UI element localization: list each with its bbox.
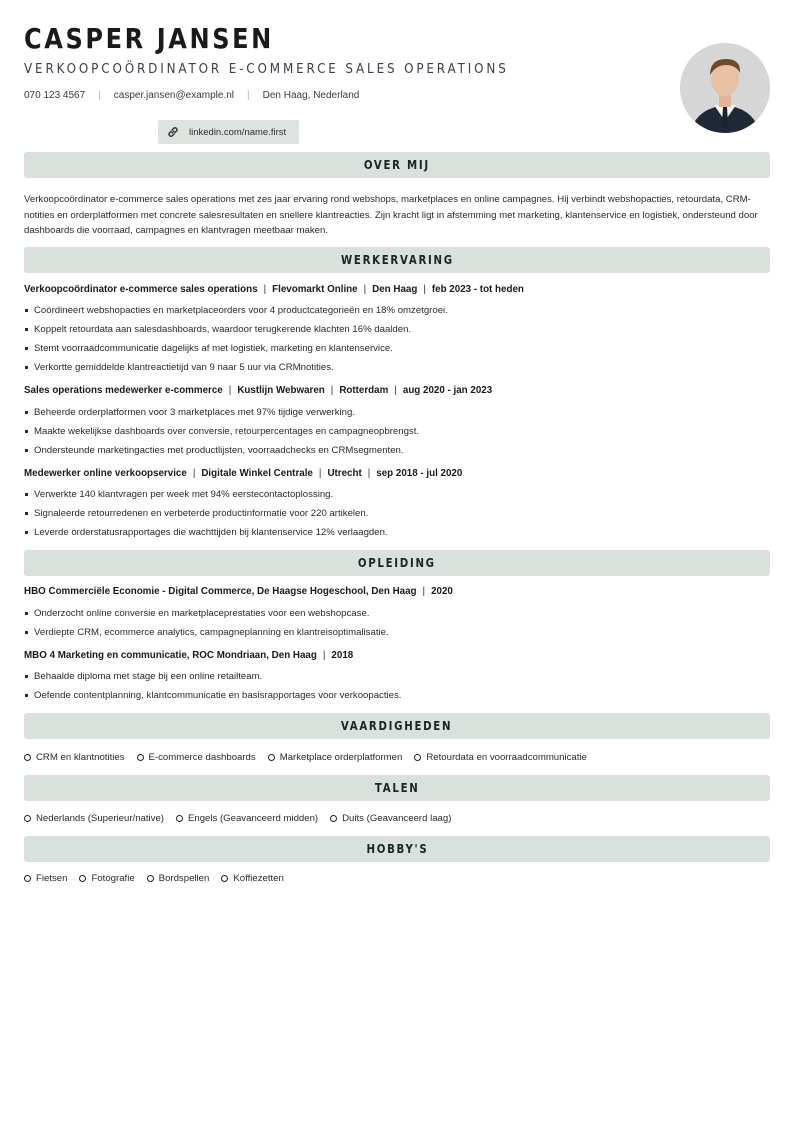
bullet-text: Leverde orderstatusrapportages die wachttijden bij klantenservice 12% verlaagden. — [34, 527, 388, 538]
bullet-item — [24, 508, 368, 519]
hobby-chip — [79, 873, 134, 884]
section-hobbies — [24, 836, 770, 862]
bullet-item — [24, 343, 393, 354]
separator: | — [247, 89, 250, 101]
hobby-label: Fietsen — [36, 873, 68, 884]
candidate-name: CASPER JANSEN — [24, 22, 274, 55]
separator: | — [422, 586, 426, 597]
bullet-item — [24, 426, 419, 437]
skill-chip — [137, 752, 256, 763]
section-education — [24, 550, 770, 576]
hobby-chip — [24, 873, 67, 884]
separator: | — [98, 89, 101, 101]
hobby-label: Fotografie — [91, 873, 135, 884]
degree: MBO 4 Marketing en communicatie, ROC Mondriaan, Den Haag — [24, 650, 317, 661]
hobbies-list — [24, 873, 296, 884]
skill-label: Marketplace orderplatformen — [279, 752, 403, 763]
job-role: Verkoopcoördinator e-commerce sales operations — [24, 284, 258, 295]
language-chip — [176, 813, 318, 824]
separator: | — [322, 650, 326, 661]
bullet-item — [24, 445, 404, 456]
bullet-text: Verkortte gemiddelde klantreactietijd van 9 naar 5 uur via CRMnotities. — [34, 362, 334, 373]
skill-chip — [414, 752, 587, 763]
bullet-text: Signaleerde retourredenen en verbeterde productinformatie voor 220 artikelen. — [34, 508, 369, 519]
bullet-item — [24, 489, 333, 500]
skill-label: E-commerce dashboards — [148, 752, 256, 763]
email[interactable]: casper.jansen@example.nl — [113, 89, 235, 101]
degree: HBO Commerciële Economie - Digital Commerce, De Haagse Hogeschool, Den Haag — [24, 586, 417, 597]
bullet-item — [24, 527, 388, 538]
separator: | — [367, 468, 371, 479]
contact-row — [24, 88, 359, 102]
bullet-item — [24, 305, 448, 316]
job-period: aug 2020 - jan 2023 — [402, 385, 493, 396]
profile-photo — [680, 43, 770, 133]
bullet-text: Verdiepte CRM, ecommerce analytics, campagneplanning en klantreisoptimalisatie. — [34, 627, 389, 638]
skills-list — [24, 752, 599, 763]
separator: | — [423, 284, 426, 295]
link-icon — [166, 125, 180, 139]
skill-chip — [268, 752, 403, 763]
language-label: Engels (Geavanceerd midden) — [187, 813, 319, 824]
bullet-item — [24, 627, 389, 638]
bullet-text: Behaalde diploma met stage bij een online retailteam. — [34, 671, 263, 682]
hobby-label: Bordspellen — [158, 873, 210, 884]
bullet-text: Oefende contentplanning, klantcommunicatie en basisrapportages voor verkoopacties. — [34, 690, 402, 701]
bullet-item — [24, 608, 369, 619]
section-languages — [24, 775, 770, 801]
section-title: TALEN — [374, 781, 420, 795]
section-title: WERKERVARING — [340, 253, 454, 267]
separator: | — [263, 284, 267, 295]
section-experience — [24, 247, 770, 273]
bullet-text: Maakte wekelijkse dashboards over conversie, retourpercentages en campagneopbrengst. — [34, 426, 420, 437]
education-year: 2018 — [331, 650, 354, 661]
job-city: Den Haag — [372, 284, 418, 295]
bullet-text: Koppelt retourdata aan salesdashboards, waardoor terugkerende klachten 16% daalden. — [34, 324, 412, 335]
bullet-item — [24, 671, 262, 682]
language-chip — [330, 813, 451, 824]
job-entry-title — [24, 284, 524, 295]
bullet-text: Verwerkte 140 klantvragen per week met 94% eerstecontactoplossing. — [34, 489, 334, 500]
linkedin-url: linkedin.com/name.first — [189, 126, 287, 138]
language-label: Nederlands (Superieur/native) — [36, 813, 164, 824]
section-skills — [24, 713, 770, 739]
separator: | — [228, 385, 232, 396]
job-company: Kustlijn Webwaren — [237, 385, 325, 396]
location: Den Haag, Nederland — [262, 89, 360, 101]
separator: | — [363, 284, 367, 295]
bullet-text: Onderzocht online conversie en marketplaceprestaties voor een webshopcase. — [34, 608, 370, 619]
bullet-text: Stemt voorraadcommunicatie dagelijks af met logistiek, marketing en klantenservice. — [34, 343, 393, 354]
section-title: VAARDIGHEDEN — [341, 719, 453, 733]
summary-text: Verkoopcoördinator e-commerce sales operations met zes jaar ervaring rond webshops, marketplaces en online campagnes. Hij verbindt webshopacties, retourdata, CRM-notities en orderplatformen met concrete salesresultaten en snellere klantreacties. Zijn kracht ligt in afstemming met marketing, klantenservice en logistiek, ondersteund door dashboards die voorraad, campagnes en klantvragen meetbaar maken. — [24, 194, 758, 236]
bullet-item — [24, 690, 401, 701]
skill-label: Retourdata en voorraadcommunicatie — [426, 752, 587, 763]
section-title: OPLEIDING — [358, 556, 436, 570]
job-period: sep 2018 - jul 2020 — [376, 468, 463, 479]
separator: | — [192, 468, 196, 479]
education-year: 2020 — [431, 586, 453, 597]
hobby-chip — [221, 873, 284, 884]
separator: | — [394, 385, 397, 396]
job-title: VERKOOPCOÖRDINATOR E-COMMERCE SALES OPERATIONS — [24, 62, 509, 77]
bullet-text: Beheerde orderplatformen voor 3 marketplaces met 97% tijdige verwerking. — [34, 407, 356, 418]
section-about — [24, 152, 770, 178]
hobby-chip — [147, 873, 210, 884]
bullet-item — [24, 362, 334, 373]
linkedin-link[interactable] — [158, 120, 299, 144]
skill-label: CRM en klantnotities — [36, 752, 125, 763]
job-company: Digitale Winkel Centrale — [201, 468, 313, 479]
job-role: Medewerker online verkoopservice — [24, 468, 187, 479]
job-entry-title — [24, 385, 492, 396]
separator: | — [318, 468, 322, 479]
language-chip — [24, 813, 164, 824]
bullet-item — [24, 324, 411, 335]
education-entry-title — [24, 650, 353, 661]
section-title: HOBBY'S — [366, 842, 428, 856]
job-company: Flevomarkt Online — [272, 284, 358, 295]
job-entry-title — [24, 468, 462, 479]
bullet-item — [24, 407, 355, 418]
job-role: Sales operations medewerker e-commerce — [24, 385, 223, 396]
education-entry-title — [24, 586, 453, 597]
language-label: Duits (Geavanceerd laag) — [342, 813, 452, 824]
job-city: Utrecht — [327, 468, 362, 479]
hobby-label: Koffiezetten — [233, 873, 284, 884]
languages-list — [24, 813, 463, 824]
skill-chip — [24, 752, 125, 763]
bullet-text: Coördineert webshopacties en marketplaceorders voor 4 productcategorieën en 18% omzetgroei. — [34, 305, 448, 316]
separator: | — [330, 385, 334, 396]
bullet-text: Ondersteunde marketingacties met productlijsten, voorraadchecks en CRMsegmenten. — [34, 445, 404, 456]
phone: 070 123 4567 — [24, 89, 86, 101]
job-city: Rotterdam — [339, 385, 389, 396]
job-period: feb 2023 - tot heden — [431, 284, 524, 295]
section-title: OVER MIJ — [363, 158, 431, 172]
